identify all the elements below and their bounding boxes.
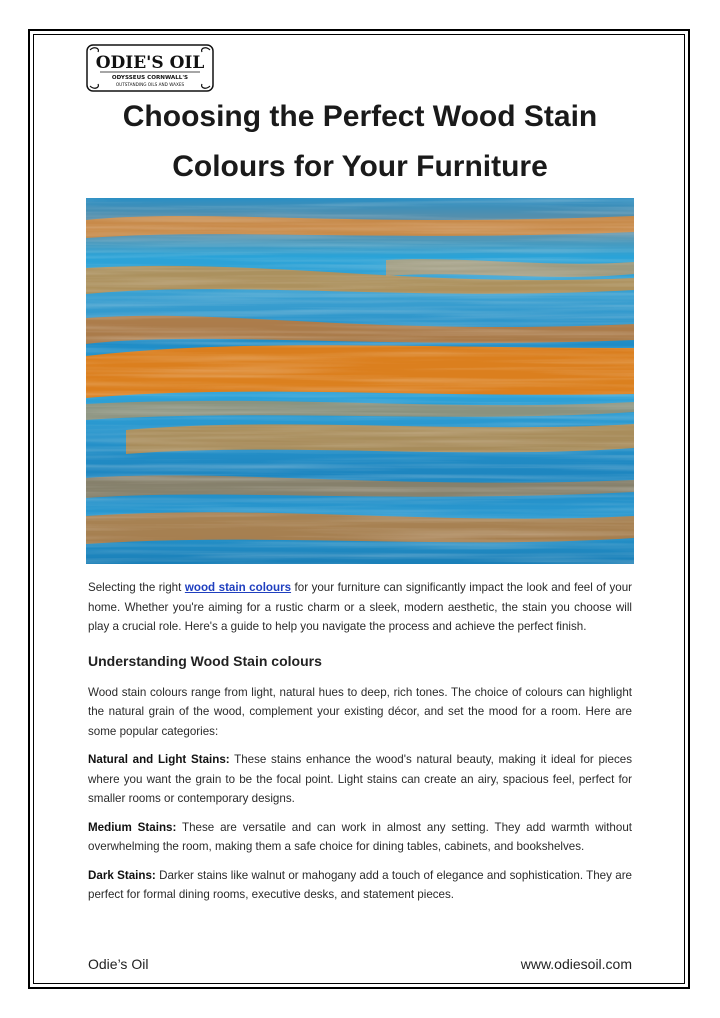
footer-website: www.odiesoil.com <box>520 956 632 972</box>
logo-line1: ODYSSEUS CORNWALL'S <box>111 75 189 81</box>
category-dark: Dark Stains: Darker stains like walnut or mahogany add a touch of elegance and sophistication. They are perfect for formal dining rooms, executive desks, and statement pieces. <box>88 868 632 901</box>
article-body <box>88 578 632 914</box>
wood-stain-colours-link[interactable]: wood stain colours <box>184 581 292 594</box>
footer-brand: Odie’s Oil <box>88 956 149 972</box>
category-natural-light: Natural and Light Stains: These stains enhance the wood's natural beauty, making it ideal for pieces where you want the grain to be the focal point. Light stains can create an airy, spacious feel, perfect for smaller rooms or contemporary designs. <box>88 753 632 805</box>
category-medium: Medium Stains: These are versatile and can work in almost any setting. They add warmth without overwhelming the room, making them a safe choice for dining tables, cabinets, and bookshelves. <box>88 820 632 853</box>
logo-brand: ODIE'S OIL <box>95 53 205 73</box>
category-label: Natural and Light Stains: <box>88 753 230 766</box>
category-label: Medium Stains: <box>88 820 177 834</box>
document-title <box>86 92 634 192</box>
odies-oil-logo <box>86 44 214 92</box>
section-paragraph: Wood stain colours range from light, natural hues to deep, rich tones. The choice of colours can highlight the natural grain of the wood, complement your existing décor, and set the mood for a room. Here are some popular categories: <box>88 685 632 738</box>
logo-line2: OUTSTANDING OILS AND WAXES <box>115 82 185 87</box>
category-label: Dark Stains: <box>88 868 156 882</box>
title-line-1: Choosing the Perfect Wood Stain <box>122 100 598 133</box>
section-heading: Understanding Wood Stain colours <box>88 652 322 669</box>
title-line-2: Colours for Your Furniture <box>172 150 548 183</box>
painted-wood-image <box>86 198 634 564</box>
intro-paragraph: Selecting the right wood stain colours for your furniture can significantly impact the look and feel of your home. Whether you're aiming for a rustic charm or a sleek, modern aesthetic, the stain you choose will play a crucial role. Here's a guide to help you navigate the process and achieve the perfect finish. <box>88 581 633 633</box>
